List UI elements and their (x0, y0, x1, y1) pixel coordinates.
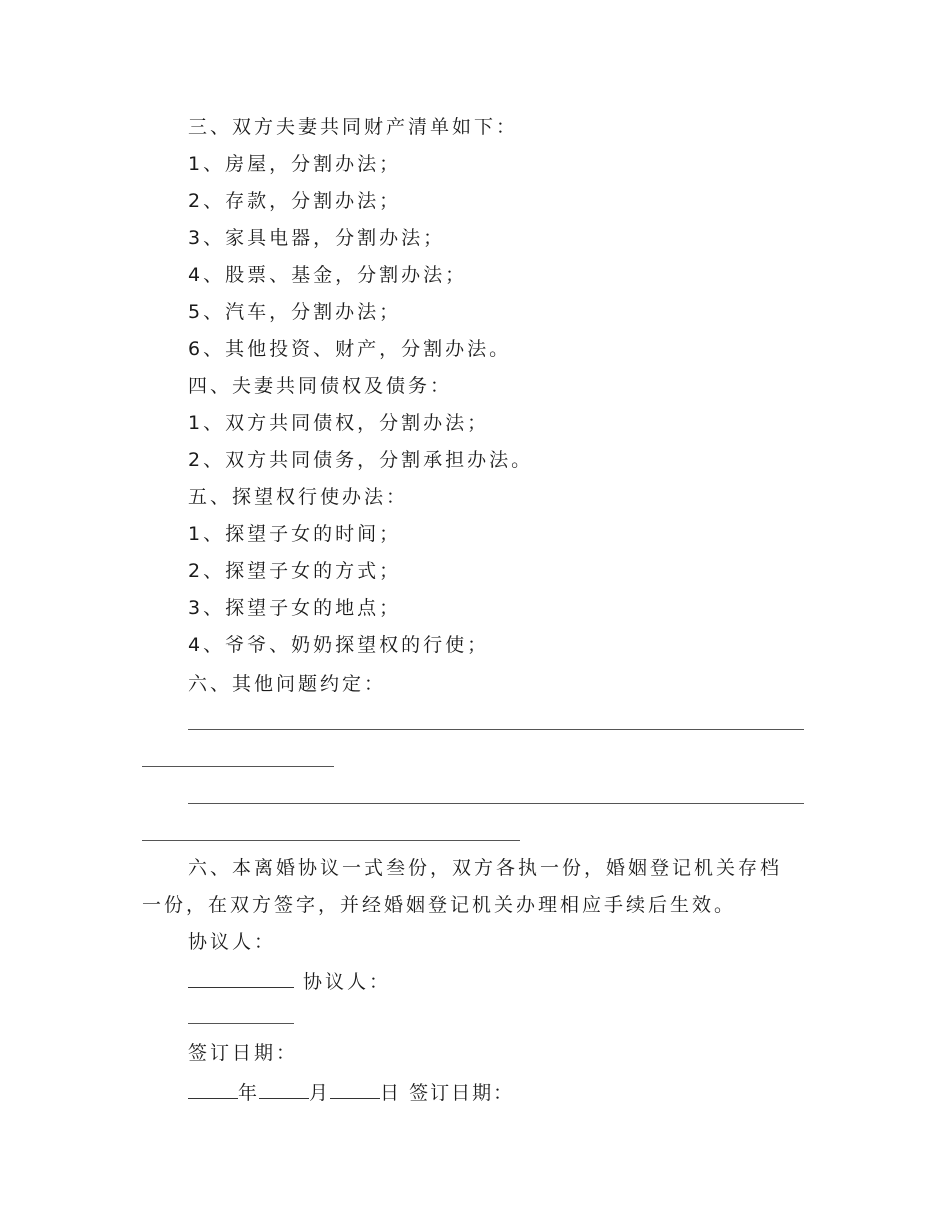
year-blank (188, 1078, 238, 1099)
signature-blank (188, 967, 294, 988)
day-label: 日 (380, 1082, 402, 1104)
day-blank (330, 1078, 380, 1099)
section-3-item-5: 5、汽车，分割办法； (188, 301, 402, 323)
year-label: 年 (238, 1082, 260, 1104)
section-3-item-6: 6、其他投资、财产，分割办法。 (188, 338, 512, 360)
month-blank (259, 1078, 309, 1099)
party-2-row (188, 967, 391, 994)
month-label: 月 (309, 1082, 331, 1104)
section-4-item-2: 2、双方共同债务，分割承担办法。 (188, 449, 534, 471)
section-5-item-4: 4、爷爷、奶奶探望权的行使； (188, 634, 490, 656)
section-4-item-1: 1、双方共同债权，分割办法； (188, 412, 490, 434)
party-label-2: 协议人： (303, 971, 392, 993)
section-5-item-2: 2、探望子女的方式； (188, 560, 402, 582)
signature-blank-line (188, 1023, 294, 1024)
section-6-heading: 六、其他问题约定： (188, 673, 387, 695)
section-3-item-1: 1、房屋，分割办法； (188, 153, 402, 175)
fill-in-line (188, 803, 804, 804)
date-label-2: 签订日期： (409, 1082, 515, 1104)
section-5-heading: 五、探望权行使办法： (188, 486, 409, 508)
date-label-1: 签订日期： (188, 1042, 299, 1064)
date-row (188, 1078, 514, 1105)
section-3-item-3: 3、家具电器，分割办法； (188, 227, 446, 249)
section-4-heading: 四、夫妻共同债权及债务： (188, 375, 453, 397)
section-3-item-2: 2、存款，分割办法； (188, 190, 402, 212)
section-3-heading: 三、双方夫妻共同财产清单如下： (188, 116, 519, 138)
section-5-item-3: 3、探望子女的地点； (188, 597, 402, 619)
closing-paragraph: 六、本离婚协议一式叁份，双方各执一份，婚姻登记机关存档一份，在双方签字，并经婚姻登记机关办理相应手续后生效。 (142, 857, 783, 916)
party-label-1: 协议人： (188, 931, 277, 953)
section-5-item-1: 1、探望子女的时间； (188, 523, 402, 545)
fill-in-line (142, 840, 520, 841)
fill-in-line (188, 729, 804, 730)
fill-in-line (142, 766, 334, 767)
section-3-item-4: 4、股票、基金，分割办法； (188, 264, 468, 286)
